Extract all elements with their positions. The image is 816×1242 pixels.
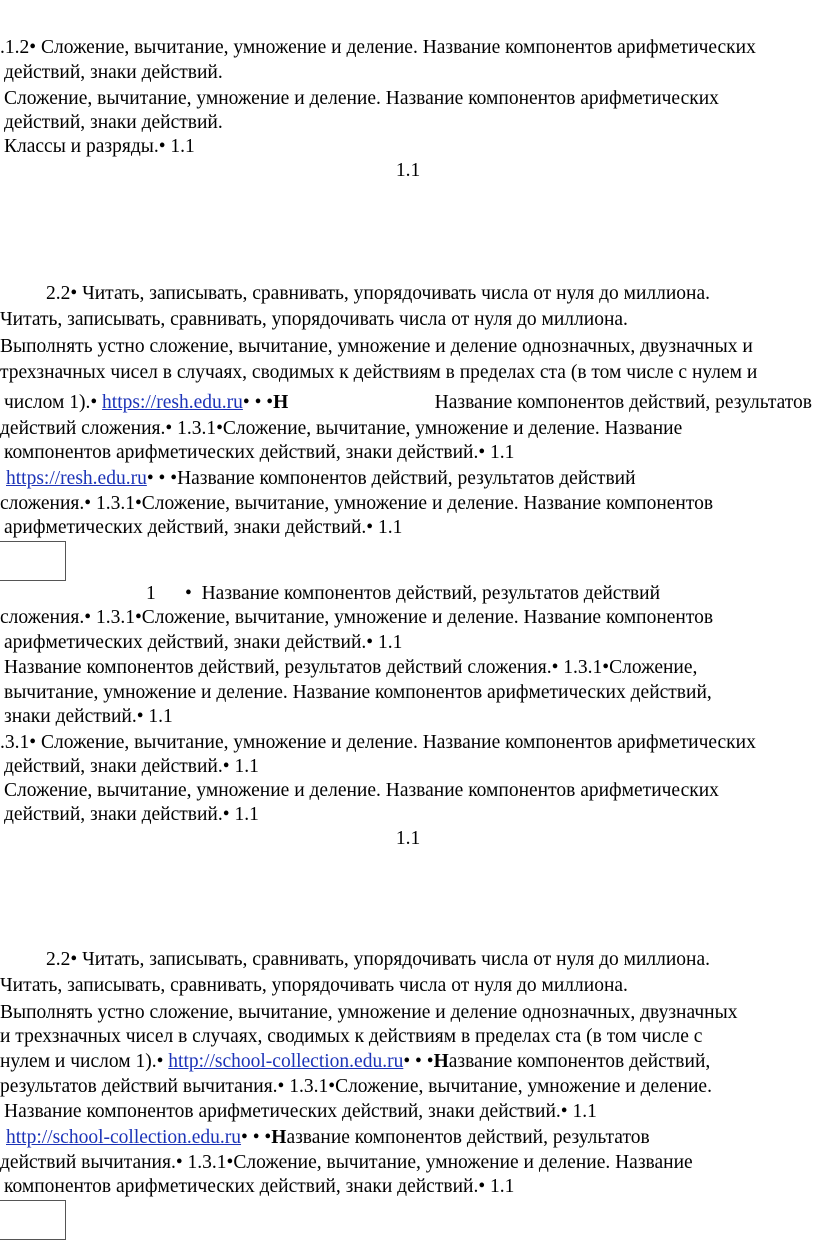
text-fragment: • 1.1 [478,442,515,463]
text-line: действий, знаки действий.• 1.1 [4,804,259,825]
text-line [6,467,636,491]
school-collection-link[interactable]: http://school-collection.edu.ru [6,1127,242,1148]
text-line: http://school-collection.edu.ru• • •Название компонентов действий, результатов [6,1127,650,1148]
page-number: 1.1 [395,160,421,181]
text-line: результатов действий вычитания.• 1.3.1•Сложение, вычитание, умножение и деление. [0,1076,712,1097]
text-line: сложения.• 1.3.1•Сложение, вычитание, умножение и деление. Название компонентов [0,493,714,514]
text-line: трехзначных чисел в случаях, сводимых к действиям в пределах ста (в том числе с нулем и [0,362,758,383]
text-line: Название компонентов действий, результатов действий сложения.• 1.3.1•Сложение, [4,657,698,678]
text-line: вычитание, умножение и деление. Название компонентов арифметических действий, [4,682,712,703]
bullet-icon: • • • [146,468,178,489]
text-line: действий вычитания.• 1.3.1•Сложение, вычитание, умножение и деление. Название [0,1152,693,1173]
text-line: Читать, записывать, сравнивать, упорядочивать числа от нуля до миллиона. [0,309,628,330]
text-line: арифметических действий, знаки действий.• 1.1 [4,517,403,538]
text-line: компонентов арифметических действий, знаки действий.• 1.1 [4,1176,515,1197]
text-line: Сложение, вычитание, умножение и деление. Название компонентов арифметических [4,88,719,109]
text-line: Название компонентов арифметических действий, знаки действий.• 1.1 [4,1101,597,1122]
empty-cell [0,1200,66,1240]
text-fragment: Название компонентов действий, результатов действий [201,583,661,604]
text-fragment: азвание компонентов действий, результатов [286,1127,650,1148]
school-collection-link[interactable]: http://school-collection.edu.ru [168,1051,404,1072]
text-line: действий, знаки действий. [4,112,223,133]
text-line [4,441,514,465]
bullet-icon: • • • [242,392,274,413]
page-number: 1.1 [395,828,421,849]
text-fragment: нулем и числом 1).• [0,1051,164,1072]
bullet-icon: • [185,583,192,604]
empty-cell [0,541,66,581]
text-fragment: 1 [146,583,156,604]
text-line: арифметических действий, знаки действий.• 1.1 [4,632,403,653]
text-fragment: компонентов арифметических действий, знаки действий. [4,442,479,463]
text-fragment: азвание компонентов действий, [448,1051,711,1072]
text-fragment: числом 1).• [4,392,98,413]
bullet-icon: • • • [241,1127,272,1148]
text-line: знаки действий.• 1.1 [4,706,173,727]
text-line: числом 1).• https://resh.edu.ru• • •Н Название компонентов действий, результатов [4,392,812,413]
text-line: .1.2• Сложение, вычитание, умножение и деление. Название компонентов арифметических [0,37,756,58]
resh-link[interactable]: https://resh.edu.ru [102,392,243,413]
text-fragment: Название компонентов действий, результатов [434,392,812,413]
text-line: .3.1• Сложение, вычитание, умножение и деление. Название компонентов арифметических [0,732,756,753]
text-line: Сложение, вычитание, умножение и деление. Название компонентов арифметических [4,780,719,801]
text-line: 2.2• Читать, записывать, сравнивать, упорядочивать числа от нуля до миллиона. [46,283,710,304]
text-line: Выполнять устно сложение, вычитание, умножение и деление однозначных, двузначных и [0,336,753,357]
text-line: действий, знаки действий.• 1.1 [4,756,259,777]
text-line: и трехзначных чисел в случаях, сводимых к действиям в пределах ста (в том числе с [0,1026,703,1047]
text-line: Читать, записывать, сравнивать, упорядочивать числа от нуля до миллиона. [0,975,628,996]
bullet-icon: • • • [403,1051,434,1072]
text-line: нулем и числом 1).• http://school-collection.edu.ru• • •Название компонентов действий, [0,1051,711,1072]
text-line: действий, знаки действий. [4,62,223,83]
text-line: 2.2• Читать, записывать, сравнивать, упорядочивать числа от нуля до миллиона. [46,949,710,970]
text-fragment: Название компонентов действий, результатов действий [177,468,636,489]
text-line: действий сложения.• 1.3.1•Сложение, вычитание, умножение и деление. Название [0,418,683,439]
text-line: Классы и разряды.• 1.1 [4,136,195,157]
resh-link[interactable]: https://resh.edu.ru [6,468,147,489]
text-line: сложения.• 1.3.1•Сложение, вычитание, умножение и деление. Название компонентов [0,607,714,628]
text-line [146,582,660,606]
text-line: Выполнять устно сложение, вычитание, умножение и деление однозначных, двузначных [0,1002,738,1023]
